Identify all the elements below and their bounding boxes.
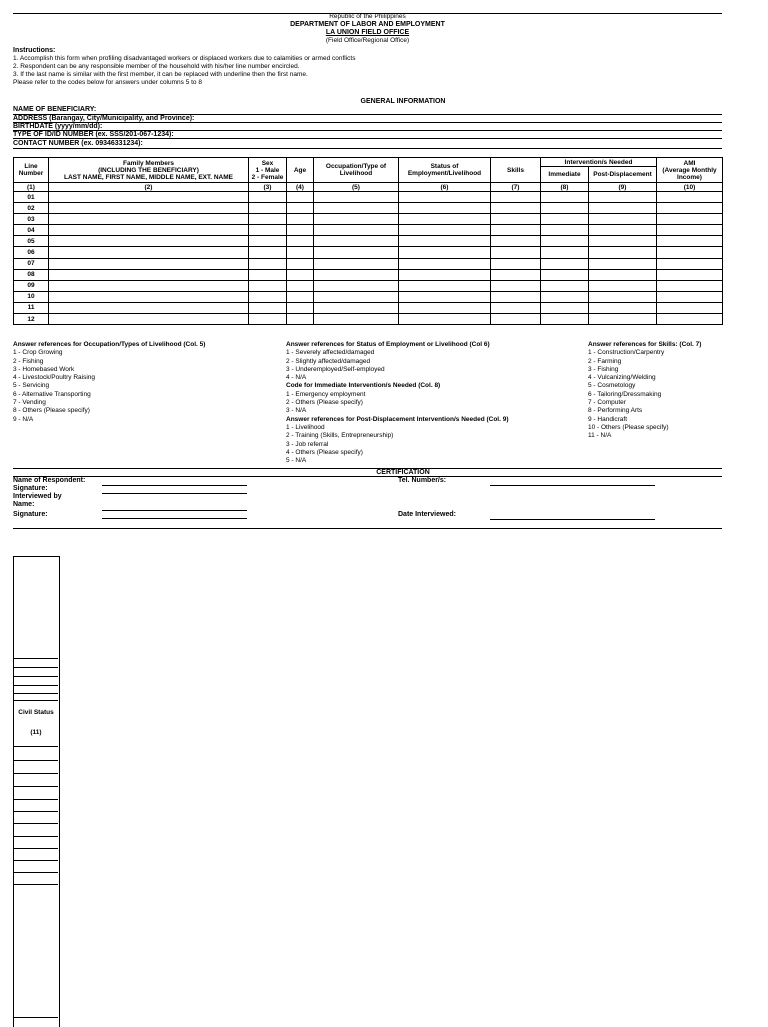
table-cell[interactable] — [314, 214, 399, 225]
col-number: (2) — [49, 183, 249, 192]
table-cell[interactable] — [399, 302, 491, 313]
line-number-cell: 12 — [14, 314, 49, 325]
table-cell[interactable] — [589, 225, 657, 236]
table-cell[interactable] — [287, 314, 314, 325]
table-cell[interactable] — [657, 214, 723, 225]
header-skills: Skills — [491, 158, 541, 183]
ref-post-title: Answer references for Post-Displacement Intervention/s Needed (Col. 9) — [286, 415, 509, 423]
line-number-cell: 11 — [14, 302, 49, 313]
ref-item: 7 - Vending — [13, 399, 46, 407]
interviewer-name-label: Name: — [13, 501, 35, 508]
col-number: (6) — [399, 183, 491, 192]
header-ami-title: AMI — [683, 159, 696, 167]
table-cell[interactable] — [589, 247, 657, 258]
line-number-cell: 10 — [14, 291, 49, 302]
table-cell[interactable] — [49, 214, 249, 225]
table-row — [14, 291, 723, 302]
interviewer-signature-field[interactable] — [102, 518, 247, 519]
col-number: (10) — [657, 183, 723, 192]
table-cell[interactable] — [49, 291, 249, 302]
civil-status-row-line — [13, 693, 58, 694]
civil-status-row-line — [13, 667, 58, 668]
table-cell[interactable] — [399, 269, 491, 280]
header-immediate: Immediate — [541, 167, 589, 183]
table-cell[interactable] — [657, 236, 723, 247]
header-family-sub: (INCLUDING THE BENEFICIARY) — [98, 166, 199, 174]
table-cell[interactable] — [314, 225, 399, 236]
address-field[interactable] — [13, 122, 722, 123]
table-cell[interactable] — [491, 236, 541, 247]
ref-item: 3 - Homebased Work — [13, 365, 75, 373]
interviewer-signature-label: Signature: — [13, 511, 48, 518]
column-number-row — [14, 183, 723, 192]
header-ami-sub: (Average Monthly Income) — [662, 166, 717, 181]
table-cell[interactable] — [657, 291, 723, 302]
ref-skills-title: Answer references for Skills: (Col. 7) — [588, 341, 702, 348]
ref-item: 2 - Others (Please specify) — [286, 399, 363, 407]
civil-status-row-line — [13, 836, 58, 837]
table-cell[interactable] — [314, 258, 399, 269]
col-number: (1) — [14, 183, 49, 192]
table-row — [14, 269, 723, 280]
ref-item: 1 - Livelihood — [286, 423, 325, 431]
table-cell[interactable] — [491, 247, 541, 258]
table-cell[interactable] — [541, 214, 589, 225]
ref-item: 1 - Severely affected/damaged — [286, 349, 375, 357]
instruction-item: 2. Respondent can be any responsible member of the household with his/her line number encircled. — [13, 63, 300, 70]
ref-item: 7 - Computer — [588, 399, 626, 407]
table-cell[interactable] — [657, 192, 723, 203]
civil-status-row-line — [13, 760, 58, 761]
table-cell[interactable] — [287, 302, 314, 313]
contact-number-field[interactable] — [13, 148, 722, 149]
ref-item: 6 - Alternative Transporting — [13, 390, 91, 398]
ref-immediate-title: Code for Immediate Intervention/s Needed (Col. 8) — [286, 382, 441, 390]
general-info-title: GENERAL INFORMATION — [360, 98, 446, 105]
civil-status-row-line — [13, 746, 58, 747]
table-cell[interactable] — [249, 314, 287, 325]
table-row — [14, 247, 723, 258]
table-cell[interactable] — [657, 203, 723, 214]
table-cell[interactable] — [249, 214, 287, 225]
instructions-title: Instructions: — [13, 47, 56, 54]
table-cell[interactable] — [399, 214, 491, 225]
table-cell[interactable] — [399, 291, 491, 302]
table-cell[interactable] — [314, 302, 399, 313]
table-row — [14, 192, 723, 203]
ref-item: 5 - Servicing — [13, 382, 50, 390]
table-cell[interactable] — [287, 247, 314, 258]
civil-status-col-number: (11) — [30, 729, 42, 736]
civil-status-column — [13, 556, 60, 1027]
civil-status-row-line — [13, 773, 58, 774]
table-cell[interactable] — [541, 291, 589, 302]
department-title: DEPARTMENT OF LABOR AND EMPLOYMENT — [290, 21, 445, 28]
family-members-table — [13, 157, 723, 325]
header-post-displacement: Post-Displacement — [589, 167, 657, 183]
header-sex — [249, 158, 287, 183]
table-cell[interactable] — [249, 280, 287, 291]
ref-occupation-title: Answer references for Occupation/Types of Livelihood (Col. 5) — [13, 341, 206, 348]
table-row — [14, 280, 723, 291]
civil-status-row-line — [13, 811, 58, 812]
table-cell[interactable] — [287, 214, 314, 225]
table-cell[interactable] — [314, 203, 399, 214]
ref-item: 4 - N/A — [286, 374, 307, 382]
ref-item: 3 - Fishing — [588, 365, 619, 373]
header-ami — [657, 158, 723, 183]
table-cell[interactable] — [657, 302, 723, 313]
civil-status-row-line — [13, 786, 58, 787]
civil-status-row-line — [13, 685, 58, 686]
civil-status-row-line — [13, 676, 58, 677]
ref-item: 4 - Others (Please specify) — [286, 448, 363, 456]
table-cell[interactable] — [287, 258, 314, 269]
col-number: (5) — [314, 183, 399, 192]
civil-status-row-line — [13, 848, 58, 849]
header-sex-male: 1 - Male — [255, 166, 280, 174]
beneficiary-name-label: NAME OF BENEFICIARY: — [13, 106, 97, 113]
table-cell[interactable] — [589, 236, 657, 247]
table-cell[interactable] — [589, 214, 657, 225]
table-cell[interactable] — [399, 314, 491, 325]
header-line-number: Line Number — [14, 158, 49, 183]
civil-status-row-line — [13, 823, 58, 824]
table-cell[interactable] — [49, 269, 249, 280]
id-number-field[interactable] — [13, 138, 722, 139]
table-cell[interactable] — [287, 225, 314, 236]
table-cell[interactable] — [49, 314, 249, 325]
instruction-item: 3. If the last name is similar with the first member, it can be replaced with underline then the first name. — [13, 71, 308, 78]
table-cell[interactable] — [399, 247, 491, 258]
table-cell[interactable] — [249, 302, 287, 313]
ref-item: 3 - Underemployed/Self-employed — [286, 365, 385, 373]
certification-title: CERTIFICATION — [376, 469, 430, 476]
table-cell[interactable] — [399, 280, 491, 291]
table-cell[interactable] — [249, 258, 287, 269]
ref-status-title: Answer references for Status of Employment or Livelihood (Col 6) — [286, 341, 490, 348]
civil-status-row-line — [13, 860, 58, 861]
table-cell[interactable] — [249, 247, 287, 258]
table-cell[interactable] — [589, 291, 657, 302]
line-number-cell: 05 — [14, 236, 49, 247]
instruction-item: Please refer to the codes below for answers under columns 5 to 8 — [13, 79, 202, 86]
table-cell[interactable] — [249, 192, 287, 203]
table-cell[interactable] — [287, 192, 314, 203]
table-cell[interactable] — [399, 192, 491, 203]
table-cell[interactable] — [491, 192, 541, 203]
office-title: LA UNION FIELD OFFICE — [325, 29, 410, 36]
ref-item: 5 - N/A — [286, 457, 307, 465]
header-interventions: Intervention/s Needed — [541, 158, 657, 167]
ref-item: 1 - Emergency employment — [286, 390, 366, 398]
tel-number-field[interactable] — [490, 485, 655, 486]
table-cell[interactable] — [49, 203, 249, 214]
table-cell[interactable] — [657, 247, 723, 258]
ref-item: 9 - Handicraft — [588, 415, 628, 423]
table-row — [14, 258, 723, 269]
civil-status-row-line — [13, 700, 58, 701]
header-sex-female: 2 - Female — [251, 173, 284, 181]
ref-item: 6 - Tailoring/Dressmaking — [588, 390, 662, 398]
col-number: (9) — [589, 183, 657, 192]
certification-divider — [13, 476, 722, 477]
col-number: (4) — [287, 183, 314, 192]
table-cell[interactable] — [491, 280, 541, 291]
header-occupation: Occupation/Type of Livelihood — [314, 158, 399, 183]
table-cell[interactable] — [589, 302, 657, 313]
table-cell[interactable] — [49, 236, 249, 247]
id-number-label: TYPE OF ID/ID NUMBER (ex. SSS/201-067-1234): — [13, 131, 174, 138]
table-cell[interactable] — [249, 225, 287, 236]
table-cell[interactable] — [49, 192, 249, 203]
header-family-title: Family Members — [123, 159, 174, 167]
line-number-cell: 01 — [14, 192, 49, 203]
line-number-cell: 08 — [14, 269, 49, 280]
ref-item: 2 - Farming — [588, 357, 622, 365]
col-number: (3) — [249, 183, 287, 192]
table-cell[interactable] — [541, 225, 589, 236]
table-row — [14, 203, 723, 214]
ref-occupation — [13, 341, 205, 424]
header-family-members — [49, 158, 249, 183]
table-cell[interactable] — [399, 203, 491, 214]
ref-item: 9 - N/A — [13, 415, 34, 423]
table-cell[interactable] — [49, 247, 249, 258]
header-age: Age — [287, 158, 314, 183]
table-cell[interactable] — [541, 236, 589, 247]
table-cell[interactable] — [541, 247, 589, 258]
respondent-name-field[interactable] — [102, 485, 247, 486]
header-sex-title: Sex — [261, 159, 274, 167]
ref-status — [286, 341, 509, 465]
table-cell[interactable] — [314, 280, 399, 291]
table-row — [14, 314, 723, 325]
civil-status-header: Civil Status — [18, 709, 54, 716]
interviewer-name-field[interactable] — [102, 510, 247, 511]
table-cell[interactable] — [541, 269, 589, 280]
table-cell[interactable] — [657, 258, 723, 269]
table-row — [14, 302, 723, 313]
table-cell[interactable] — [589, 280, 657, 291]
table-cell[interactable] — [491, 314, 541, 325]
instruction-item: 1. Accomplish this form when profiling disadvantaged workers or displaced workers due to calamities or armed conflicts — [13, 55, 356, 62]
contact-number-label: CONTACT NUMBER (ex. 09346331234): — [13, 140, 143, 147]
header-family-format: LAST NAME, FIRST NAME, MIDDLE NAME, EXT. NAME — [64, 173, 233, 181]
table-cell[interactable] — [657, 314, 723, 325]
table-cell[interactable] — [49, 302, 249, 313]
page-bottom-border — [13, 528, 722, 529]
civil-status-row-line — [13, 872, 58, 873]
table-cell[interactable] — [399, 236, 491, 247]
table-cell[interactable] — [657, 280, 723, 291]
ref-item: 1 - Crop Growing — [13, 349, 63, 357]
address-label: ADDRESS (Barangay, City/Municipality, and Province): — [13, 115, 195, 122]
line-number-cell: 04 — [14, 225, 49, 236]
date-interviewed-field[interactable] — [490, 519, 655, 520]
table-cell[interactable] — [249, 269, 287, 280]
table-cell[interactable] — [491, 214, 541, 225]
table-cell[interactable] — [541, 280, 589, 291]
table-cell[interactable] — [49, 258, 249, 269]
table-row — [14, 225, 723, 236]
date-interviewed-label: Date Interviewed: — [398, 511, 456, 518]
table-cell[interactable] — [589, 269, 657, 280]
table-body — [14, 192, 723, 325]
civil-status-row-line — [13, 884, 58, 885]
ref-item: 1 - Construction/Carpentry — [588, 349, 665, 357]
table-cell[interactable] — [314, 236, 399, 247]
ref-item: 3 - Job referral — [286, 440, 329, 448]
birthdate-label: BIRTHDATE (yyyy/mm/dd): — [13, 123, 103, 130]
table-cell[interactable] — [541, 203, 589, 214]
civil-status-row-line — [13, 658, 58, 659]
ref-item: 4 - Livestock/Poultry Raising — [13, 374, 96, 382]
line-number-cell: 07 — [14, 258, 49, 269]
table-cell[interactable] — [491, 225, 541, 236]
ref-item: 8 - Performing Arts — [588, 407, 643, 415]
table-cell[interactable] — [287, 203, 314, 214]
table-cell[interactable] — [49, 280, 249, 291]
table-cell[interactable] — [589, 192, 657, 203]
table-cell[interactable] — [491, 291, 541, 302]
table-cell[interactable] — [541, 314, 589, 325]
header-status: Status of Employment/Livelihood — [399, 158, 491, 183]
table-cell[interactable] — [491, 258, 541, 269]
table-cell[interactable] — [589, 258, 657, 269]
table-cell[interactable] — [249, 291, 287, 302]
ref-item: 4 - Vulcanizing/Welding — [588, 374, 656, 382]
republic-text: Republic of the Philippines — [329, 13, 406, 20]
interviewed-by-label: Interviewed by — [13, 493, 62, 500]
table-cell[interactable] — [399, 225, 491, 236]
ref-item: 2 - Slightly affected/damaged — [286, 357, 371, 365]
ref-item: 3 - N/A — [286, 407, 307, 415]
respondent-signature-field[interactable] — [102, 493, 247, 494]
civil-status-row-line — [13, 799, 58, 800]
table-cell[interactable] — [287, 291, 314, 302]
civil-status-row-line — [13, 1017, 58, 1018]
table-cell[interactable] — [314, 269, 399, 280]
table-cell[interactable] — [541, 302, 589, 313]
table-cell[interactable] — [399, 258, 491, 269]
table-cell[interactable] — [589, 203, 657, 214]
table-cell[interactable] — [287, 236, 314, 247]
table-cell[interactable] — [249, 236, 287, 247]
ref-item: 10 - Others (Please specify) — [588, 423, 669, 431]
ref-item: 5 - Cosmetology — [588, 382, 636, 390]
table-cell[interactable] — [541, 258, 589, 269]
table-cell[interactable] — [314, 314, 399, 325]
office-type: (Field Office/Regional Office) — [325, 37, 410, 44]
table-cell[interactable] — [287, 280, 314, 291]
line-number-cell: 09 — [14, 280, 49, 291]
table-cell[interactable] — [491, 203, 541, 214]
table-cell[interactable] — [491, 269, 541, 280]
table-cell[interactable] — [249, 203, 287, 214]
ref-item: 2 - Fishing — [13, 357, 44, 365]
table-cell[interactable] — [589, 314, 657, 325]
table-row — [14, 236, 723, 247]
table-cell[interactable] — [49, 225, 249, 236]
table-cell[interactable] — [314, 291, 399, 302]
ref-skills — [588, 341, 701, 441]
table-row — [14, 214, 723, 225]
line-number-cell: 06 — [14, 247, 49, 258]
table-cell[interactable] — [491, 302, 541, 313]
table-cell[interactable] — [314, 192, 399, 203]
ref-item: 2 - Training (Skills, Entrepreneurship) — [286, 432, 394, 440]
table-cell[interactable] — [541, 192, 589, 203]
table-cell[interactable] — [657, 269, 723, 280]
ref-item: 8 - Others (Please specify) — [13, 407, 90, 415]
table-cell[interactable] — [657, 225, 723, 236]
respondent-signature-label: Signature: — [13, 485, 48, 492]
table-cell[interactable] — [314, 247, 399, 258]
col-number: (8) — [541, 183, 589, 192]
col-number: (7) — [491, 183, 541, 192]
table-cell[interactable] — [287, 269, 314, 280]
ref-item: 11 - N/A — [588, 432, 612, 440]
line-number-cell: 02 — [14, 203, 49, 214]
line-number-cell: 03 — [14, 214, 49, 225]
tel-number-label: Tel. Number/s: — [398, 477, 447, 484]
respondent-name-label: Name of Respondent: — [13, 477, 86, 484]
